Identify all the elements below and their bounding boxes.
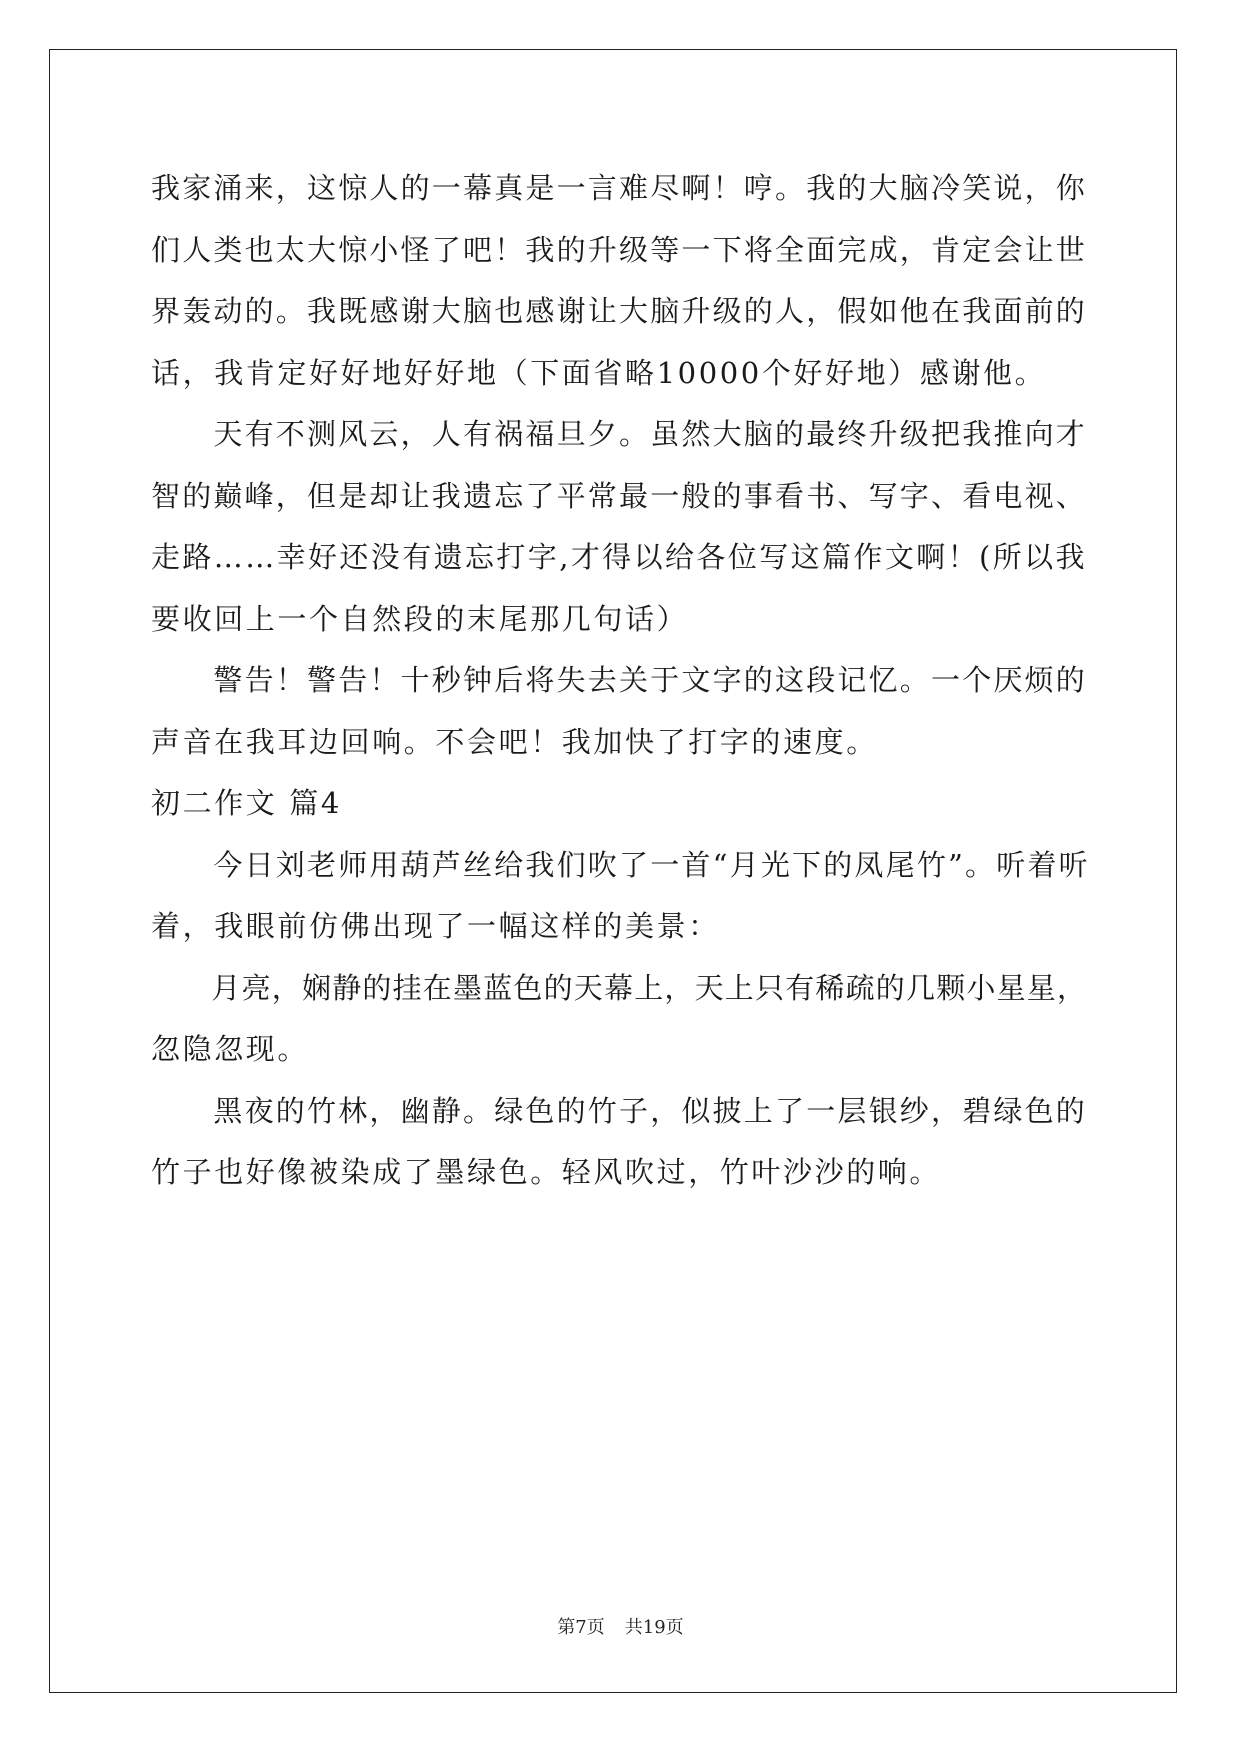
page-footer	[0, 1616, 1241, 1640]
page-number: 第7页	[557, 1617, 605, 1638]
text-line: 月亮，娴静的挂在墨蓝色的天幕上，天上只有稀疏的几颗小星星，	[151, 970, 1088, 1005]
text-line: 我家涌来，这惊人的一幕真是一言难尽啊！哼。我的大脑冷笑说，你	[151, 171, 1088, 205]
text-line: 警告！警告！十秒钟后将失去关于文字的这段记忆。一个厌烦的	[151, 663, 1088, 697]
text-line: 忽隐忽现。	[151, 1032, 310, 1066]
text-line: 声音在我耳边回响。不会吧！我加快了打字的速度。	[151, 724, 878, 759]
section-heading: 初二作文 篇4	[151, 786, 342, 820]
text-line: 智的巅峰，但是却让我遗忘了平常最一般的事看书、写字、看电视、	[151, 478, 1088, 513]
text-line: 话，我肯定好好地好好地（下面省略10000个好好地）感谢他。	[151, 355, 1047, 390]
text-line: 黑夜的竹林，幽静。绿色的竹子，似披上了一层银纱，碧绿色的	[151, 1093, 1088, 1128]
text-line: 走路……幸好还没有遗忘打字,才得以给各位写这篇作文啊！(所以我	[151, 540, 1087, 574]
text-line: 要收回上一个自然段的末尾那几句话）	[151, 601, 689, 636]
text-line: 着，我眼前仿佛出现了一幅这样的美景：	[151, 909, 720, 943]
page-total: 共19页	[624, 1617, 684, 1638]
text-line: 今日刘老师用葫芦丝给我们吹了一首“月光下的凤尾竹”。听着听	[151, 847, 1090, 882]
text-line: 界轰动的。我既感谢大脑也感谢让大脑升级的人，假如他在我面前的	[151, 294, 1088, 328]
text-line: 竹子也好像被染成了墨绿色。轻风吹过，竹叶沙沙的响。	[151, 1155, 942, 1189]
text-line: 天有不测风云，人有祸福旦夕。虽然大脑的最终升级把我推向才	[151, 417, 1088, 451]
text-line: 们人类也太大惊小怪了吧！我的升级等一下将全面完成，肯定会让世	[151, 232, 1088, 267]
